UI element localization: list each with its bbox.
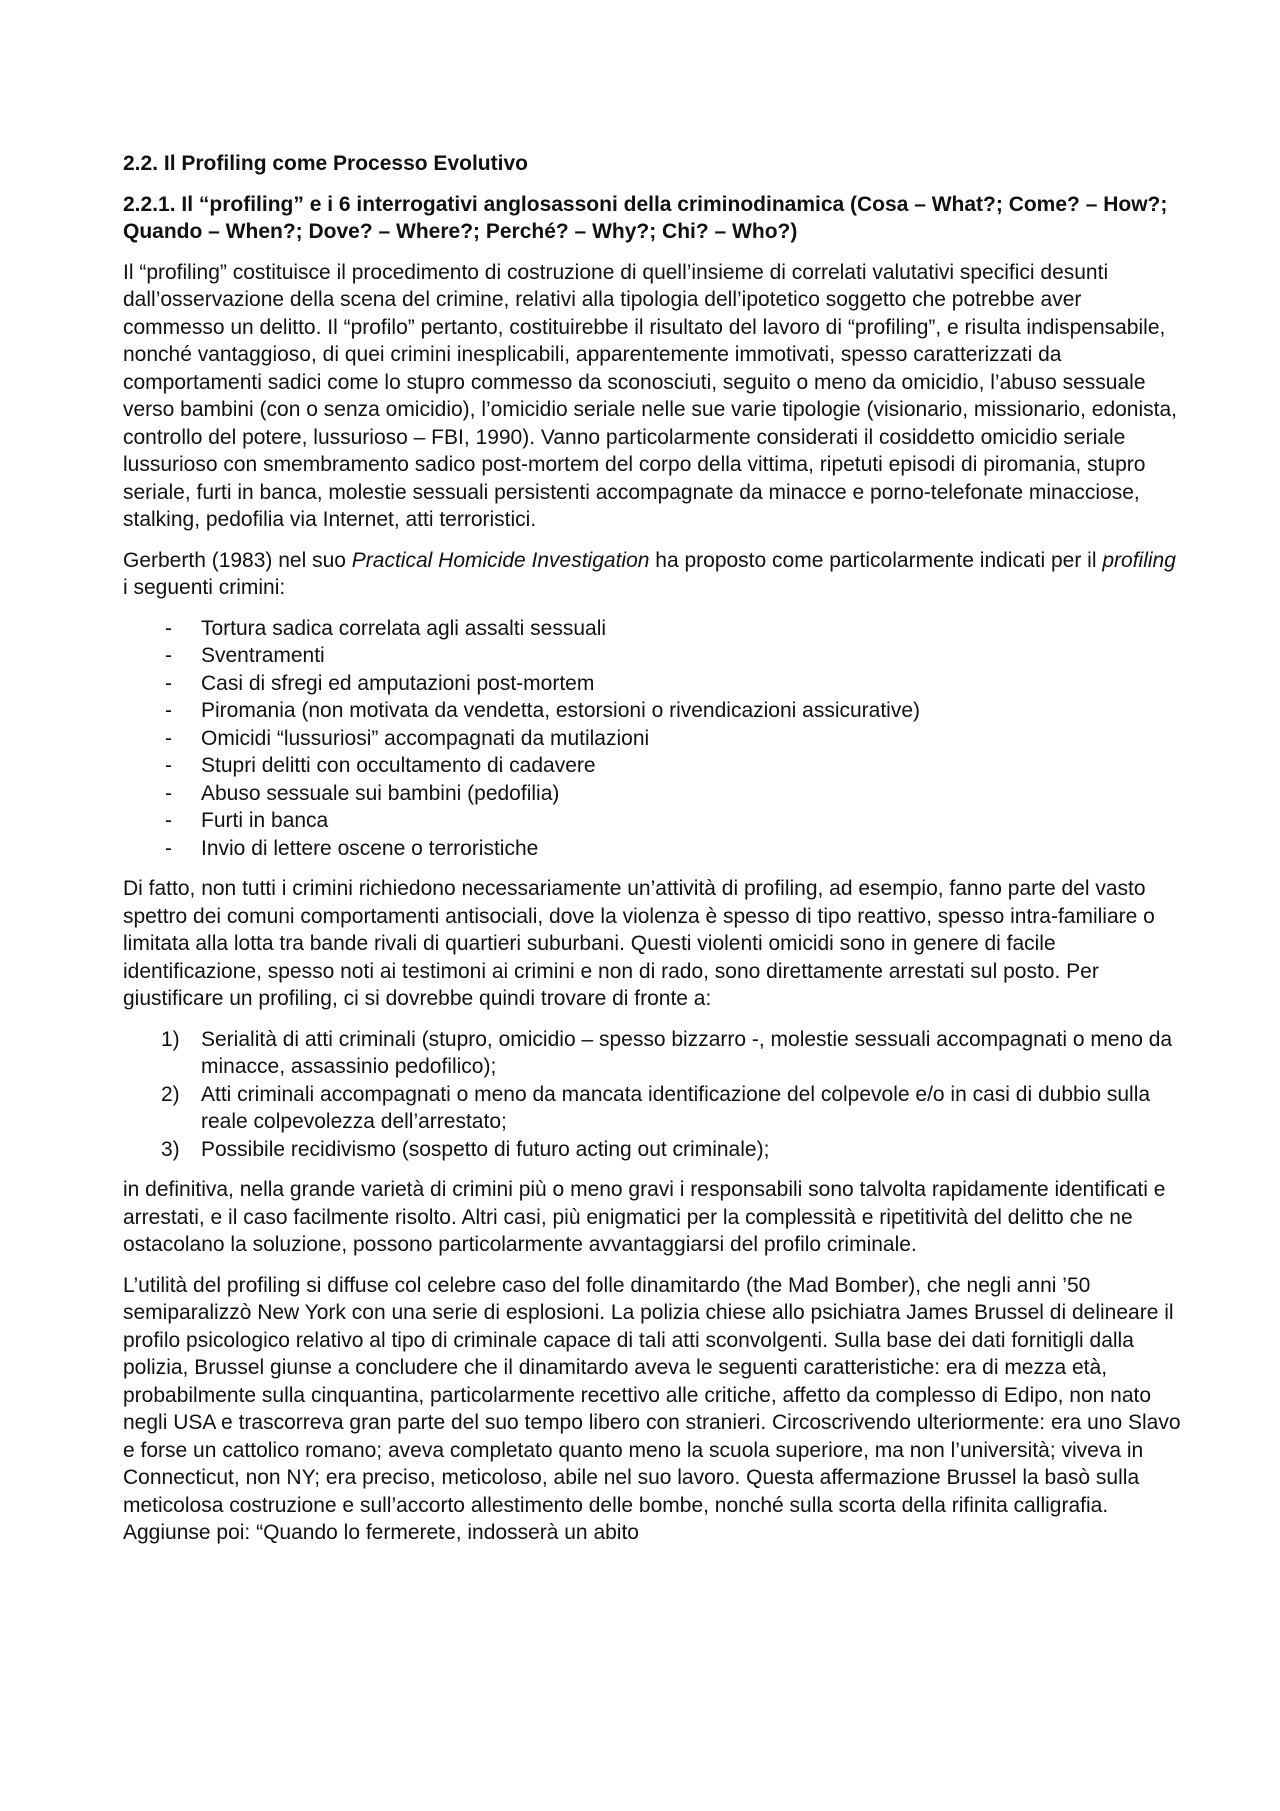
profiling-term: profiling — [1102, 548, 1176, 572]
gerberth-text-e: i seguenti crimini: — [123, 576, 286, 599]
gerberth-text-c: ha proposto come particolarmente indicati per il — [649, 548, 1103, 572]
item-text: Serialità di atti criminali (stupro, omicidio – spesso bizzarro -, molestie sessuali accompagnati o meno da minacce, assassinio pedofilico); — [201, 1027, 1173, 1078]
item-text: Atti criminali accompagnati o meno da mancata identificazione del colpevole e/o in casi di dubbio sulla reale colpevolezza dell’arrestato; — [201, 1082, 1151, 1133]
paragraph-in-definitiva: in definitiva, nella grande varietà di crimini più o meno gravi i responsabili sono talvolta rapidamente identificati e arrestati, e il caso facilmente risolto. Altri casi, più enigmatici per la complessità e ripetitività del delitto che ne ostacolano la soluzione, possono particolarmente avvantaggiarsi del profilo criminale. — [123, 1178, 1166, 1256]
book-title: Practical Homicide Investigation — [351, 548, 650, 572]
list-item: - Invio di lettere oscene o terroristiche — [123, 835, 1183, 863]
item-number: 3) — [161, 1137, 180, 1161]
item-text: Possibile recidivismo (sospetto di futuro acting out criminale); — [201, 1137, 770, 1161]
crimes-list — [123, 615, 1183, 863]
section-title: 2.2. Il Profiling come Processo Evolutivo — [123, 152, 528, 175]
list-item: - Casi di sfregi ed amputazioni post-mortem — [123, 670, 1183, 698]
document-page — [123, 150, 1183, 1560]
numbered-item — [123, 1026, 1183, 1081]
paragraph-when-profiling: Di fatto, non tutti i crimini richiedono necessariamente un’attività di profiling, ad esempio, fanno parte del vasto spettro dei comuni comportamenti antisociali, dove la violenza è spesso di tipo reattivo, spesso intra-familiare o limitata alla lotta tra bande rivali di quartieri suburbani. Questi violenti omicidi sono in genere di facile identificazione, spesso noti ai testimoni ai crimini e non di rado, sono direttamente arrestati sul posto. Per giustificare un profiling, ci si dovrebbe quindi trovare di fronte a: — [123, 877, 1155, 1010]
numbered-item — [123, 1136, 1183, 1164]
conditions-list — [123, 1026, 1183, 1164]
numbered-item — [123, 1081, 1183, 1136]
gerberth-text-a: Gerberth (1983) nel suo — [123, 548, 352, 572]
list-item: - Stupri delitti con occultamento di cadavere — [123, 752, 1183, 780]
item-number: 1) — [161, 1027, 180, 1051]
list-item: - Furti in banca — [123, 807, 1183, 835]
list-item: - Omicidi “lussuriosi” accompagnati da mutilazioni — [123, 725, 1183, 753]
subsection-title: 2.2.1. Il “profiling” e i 6 interrogativi anglosassoni della criminodinamica (Cosa – What?; Come? – How?; Quando – When?; Dove? – Where?; Perché? – Why?; Chi? – Who?) — [123, 192, 1168, 243]
paragraph-mad-bomber: L’utilità del profiling si diffuse col celebre caso del folle dinamitardo (the Mad Bomber), che negli anni ’50 semiparalizzò New York con una serie di esplosioni. La polizia chiese allo psichiatra James Brussel di delineare il profilo psicologico relativo al tipo di criminale capace di tali atti sconvolgenti. Sulla base dei dati fornitigli dalla polizia, Brussel giunse a concludere che il dinamitardo aveva le seguenti caratteristiche: era di mezza età, probabilmente sulla cinquantina, particolarmente recettivo alle critiche, affetto da complesso di Edipo, non nato negli USA e trascorreva gran parte del suo tempo libero con stranieri. Circoscrivendo ulteriormente: era uno Slavo e forse un cattolico romano; aveva completato quanto meno la scuola superiore, ma non l’università; viveva in Connecticut, non NY; era preciso, meticoloso, abile nel suo lavoro. Questa affermazione Brussel la basò sulla meticolosa costruzione e sull’accorto allestimento delle bombe, nonché sulla scorta della rifinita calligrafia. Aggiunse poi: “Quando lo fermerete, indosserà un abito — [123, 1273, 1181, 1544]
list-item: - Abuso sessuale sui bambini (pedofilia) — [123, 780, 1183, 808]
paragraph-gerberth — [123, 547, 1183, 602]
paragraph-profiling-definition: Il “profiling” costituisce il procedimento di costruzione di quell’insieme di correlati valutativi specifici desunti dall’osservazione della scena del crimine, relativi alla tipologia dell’ipotetico soggetto che potrebbe aver commesso un delitto. Il “profilo” pertanto, costituirebbe il risultato del lavoro di “profiling”, e risulta indispensabile, nonché vantaggioso, di quei crimini inesplicabili, apparentemente immotivati, spesso caratterizzati da comportamenti sadici come lo stupro commesso da sconosciuti, seguito o meno da omicidio, l’abuso sessuale verso bambini (con o senza omicidio), l’omicidio seriale nelle sue varie tipologie (visionario, missionario, edonista, controllo del potere, lussurioso – FBI, 1990). Vanno particolarmente considerati il cosiddetto omicidio seriale lussurioso con smembramento sadico post-mortem del corpo della vittima, ripetuti episodi di piromania, stupro seriale, furti in banca, molestie sessuali persistenti accompagnate da minacce e porno-telefonate minacciose, stalking, pedofilia via Internet, atti terroristici. — [123, 260, 1177, 531]
list-item: - Piromania (non motivata da vendetta, estorsioni o rivendicazioni assicurative) — [123, 697, 1183, 725]
list-item: - Sventramenti — [123, 642, 1183, 670]
list-item: - Tortura sadica correlata agli assalti sessuali — [123, 615, 1183, 643]
item-number: 2) — [161, 1082, 180, 1106]
